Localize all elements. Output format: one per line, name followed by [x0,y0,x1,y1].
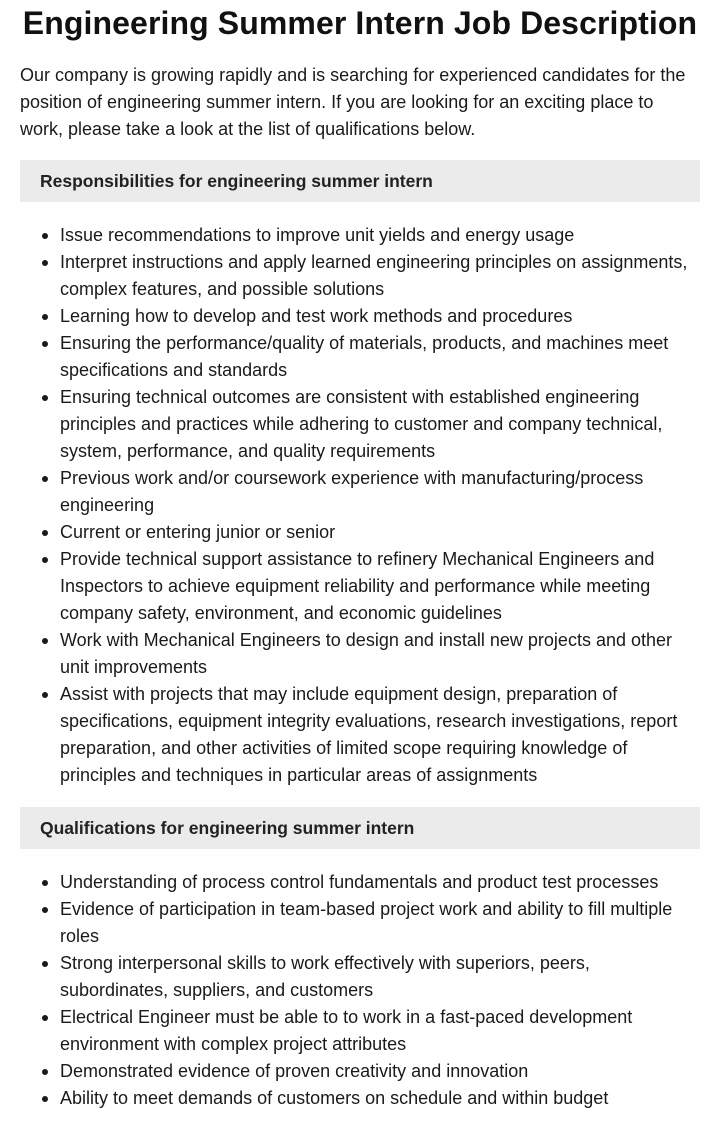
list-item: Provide technical support assistance to refinery Mechanical Engineers and Inspectors to achieve equipment reliability and performance while meeting company safety, environment, and economic guidelines [60,546,700,627]
list-item: Electrical Engineer must be able to to work in a fast-paced development environment with complex project attributes [60,1004,700,1058]
list-item: Ensuring technical outcomes are consistent with established engineering principles and practices while adhering to customer and company technical, system, performance, and quality requirements [60,384,700,465]
list-item: Ensuring the performance/quality of materials, products, and machines meet specifications and standards [60,330,700,384]
qualifications-heading: Qualifications for engineering summer intern [20,807,700,849]
list-item: Evidence of participation in team-based project work and ability to fill multiple roles [60,896,700,950]
intro-paragraph: Our company is growing rapidly and is searching for experienced candidates for the position of engineering summer intern. If you are looking for an exciting place to work, please take a look at the list of qualifications below. [20,65,686,139]
responsibilities-list [20,222,700,789]
list-item: Interpret instructions and apply learned engineering principles on assignments, complex features, and possible solutions [60,249,700,303]
list-item: Learning how to develop and test work methods and procedures [60,303,700,330]
list-item: Strong interpersonal skills to work effectively with superiors, peers, subordinates, suppliers, and customers [60,950,700,1004]
list-item: Current or entering junior or senior [60,519,700,546]
list-item: Issue recommendations to improve unit yields and energy usage [60,222,700,249]
list-item: Assist with projects that may include equipment design, preparation of specifications, equipment integrity evaluations, research investigations, report preparation, and other activities of limited scope requiring knowledge of principles and techniques in particular areas of assignments [60,681,700,789]
list-item: Demonstrated evidence of proven creativity and innovation [60,1058,700,1085]
list-item: Understanding of process control fundamentals and product test processes [60,869,700,896]
list-item: Work with Mechanical Engineers to design and install new projects and other unit improvements [60,627,700,681]
list-item: Ability to meet demands of customers on schedule and within budget [60,1085,700,1112]
page-title: Engineering Summer Intern Job Description [22,5,698,41]
qualifications-list [20,869,700,1112]
list-item: Previous work and/or coursework experience with manufacturing/process engineering [60,465,700,519]
responsibilities-heading: Responsibilities for engineering summer intern [20,160,700,202]
